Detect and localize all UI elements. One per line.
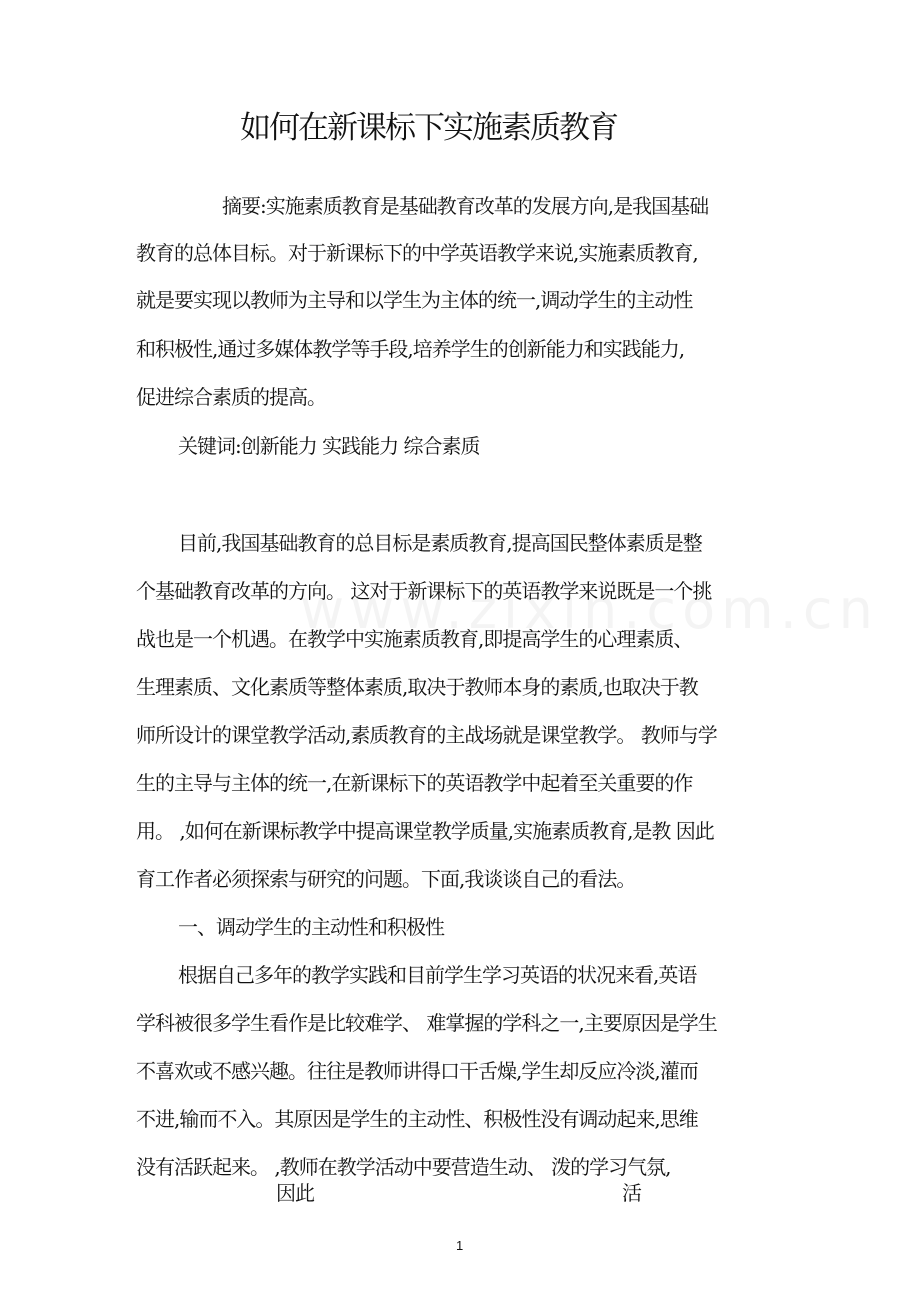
fragment-yinci: 因此 (276, 1181, 314, 1205)
abstract-line: 摘要:实施素质教育是基础教育改革的发展方向,是我国基础 (222, 194, 709, 218)
body-line: 目前,我国基础教育的总目标是素质教育,提高国民整体素质是整 (178, 531, 702, 555)
body-line: 生理素质、文化素质等整体素质,取决于教师本身的素质,也取决于教 (136, 675, 698, 699)
section-line: 根据自己多年的教学实践和目前学生学习英语的状况来看,英语 (178, 963, 697, 987)
section-line: 没有活跃起来。 ,教师在教学活动中要营造生动、 泼的学习气氛, (136, 1155, 671, 1179)
section-heading: 一、调动学生的主动性和积极性 (178, 915, 444, 939)
section-line: 不进,输而不入。其原因是学生的主动性、积极性没有调动起来,思维 (136, 1107, 698, 1131)
keywords: 关键词:创新能力 实践能力 综合素质 (178, 434, 480, 458)
abstract-line: 教育的总体目标。对于新课标下的中学英语教学来说,实施素质教育, (136, 241, 698, 265)
abstract-line: 和积极性,通过多媒体教学等手段,培养学生的创新能力和实践能力, (136, 337, 685, 361)
page-number: 1 (456, 1238, 464, 1253)
body-line: 师所设计的课堂教学活动,素质教育的主战场就是课堂教学。 教师与学 (136, 723, 717, 747)
abstract-line: 促进综合素质的提高。 (136, 385, 326, 409)
section-line: 学科被很多学生看作是比较难学、 难掌握的学科之一,主要原因是学生 (136, 1011, 717, 1035)
body-line: 战也是一个机遇。在教学中实施素质教育,即提高学生的心理素质、 (136, 627, 693, 651)
section-line: 不喜欢或不感兴趣。往往是教师讲得口干舌燥,学生却反应冷淡,灌而 (136, 1059, 698, 1083)
document-title: 如何在新课标下实施素质教育 (240, 110, 617, 146)
body-line: 个基础教育改革的方向。 这对于新课标下的英语教学来说既是一个挑 (136, 579, 712, 603)
abstract-line: 就是要实现以教师为主导和以学生为主体的统一,调动学生的主动性 (136, 288, 693, 312)
body-line: 育工作者必须探索与研究的问题。下面,我谈谈自己的看法。 (136, 867, 636, 891)
fragment-huo: 活 (622, 1181, 641, 1205)
body-line: 生的主导与主体的统一,在新课标下的英语教学中起着至关重要的作 (136, 771, 693, 795)
body-line: 用。 ,如何在新课标教学中提高课堂教学质量,实施素质教育,是教 因此 (136, 819, 714, 843)
